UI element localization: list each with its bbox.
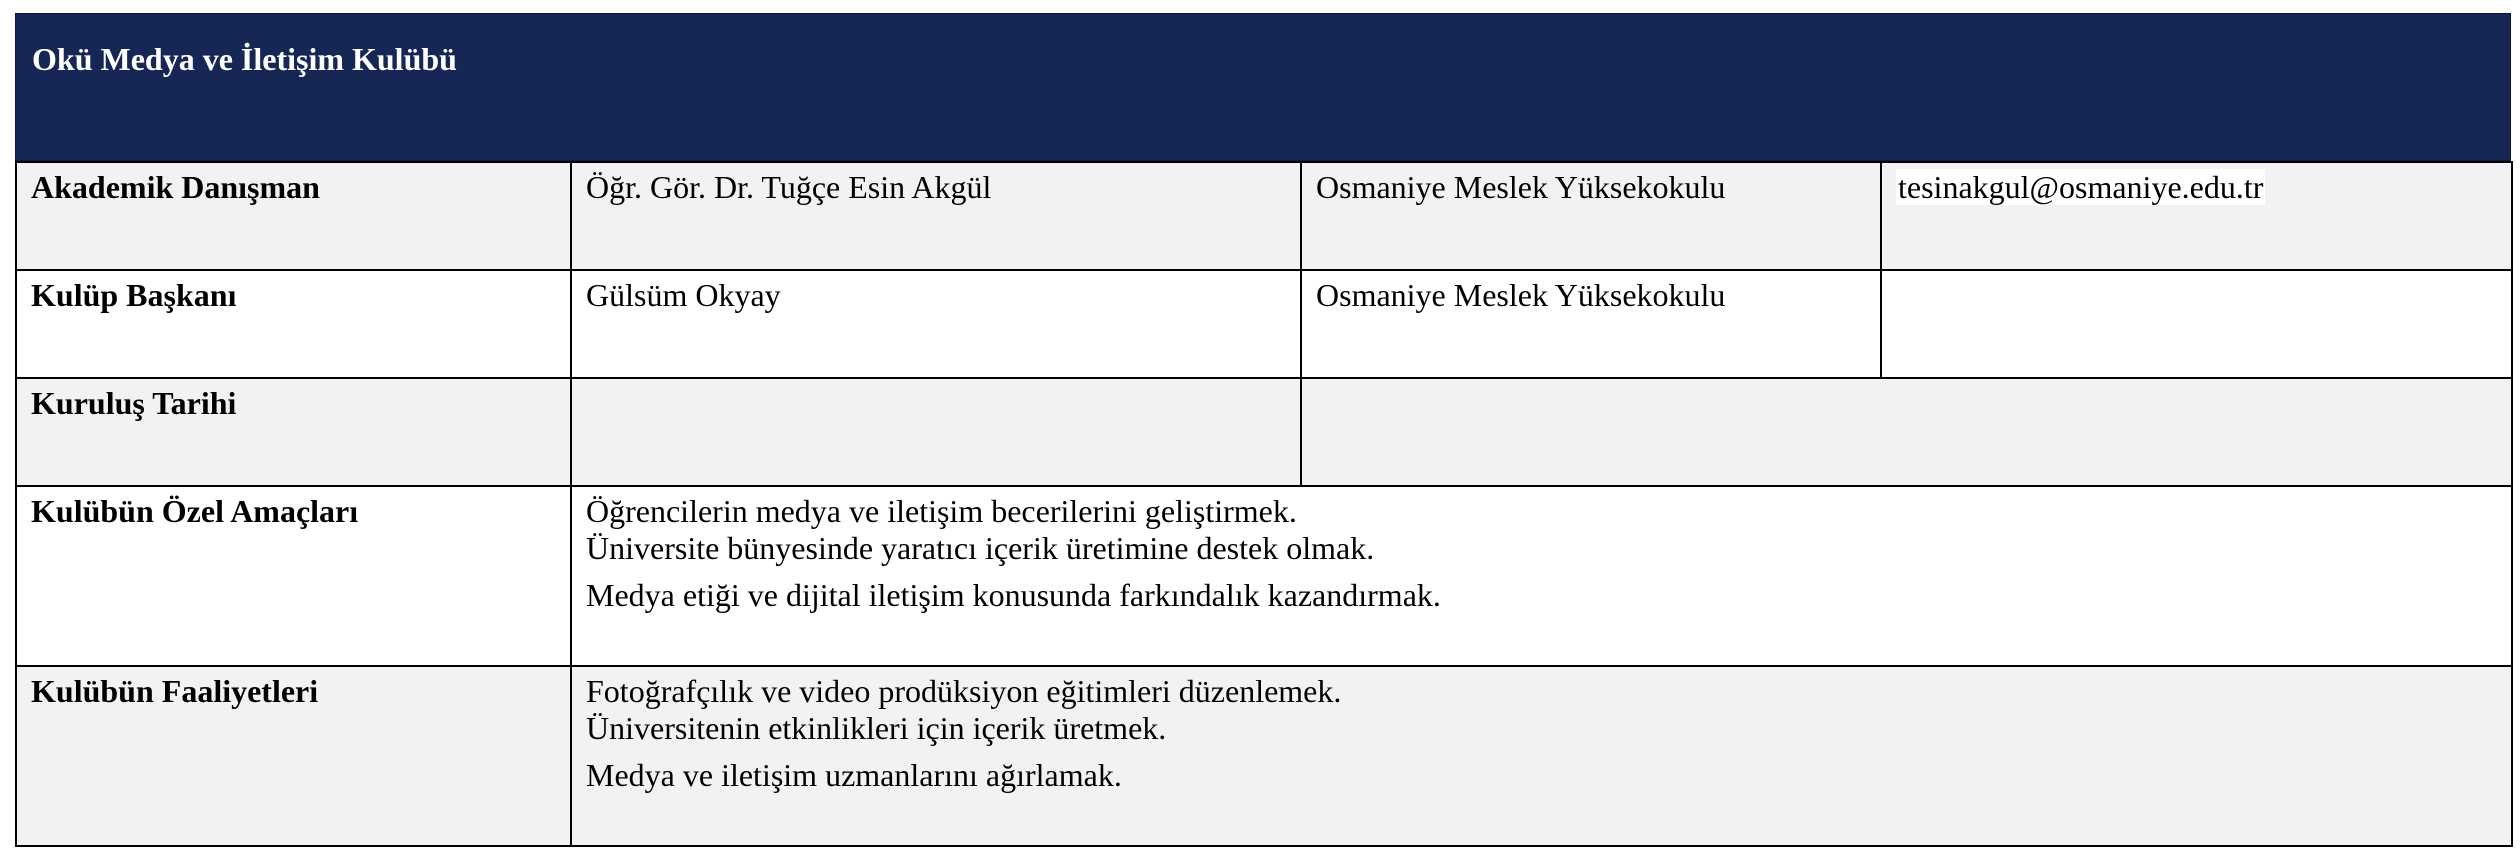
club-info-table [15,161,2513,847]
aims-label: Kulübün Özel Amaçları [16,486,571,666]
activities-item: Medya ve iletişim uzmanlarını ağırlamak. [586,757,1122,793]
advisor-row [16,162,2512,270]
president-label: Kulüp Başkanı [16,270,571,378]
president-unit: Osmaniye Meslek Yüksekokulu [1301,270,1881,378]
president-name: Gülsüm Okyay [571,270,1301,378]
activities-item: Üniversitenin etkinlikleri için içerik üretmek. [586,710,1167,746]
founding-label: Kuruluş Tarihi [16,378,571,486]
club-info-sheet [15,13,2511,847]
advisor-unit: Osmaniye Meslek Yüksekokulu [1301,162,1881,270]
advisor-email[interactable]: tesinakgul@osmaniye.edu.tr [1898,169,2264,205]
club-header [15,13,2511,161]
president-row [16,270,2512,378]
aims-item: Medya etiği ve dijital iletişim konusunda farkındalık kazandırmak. [586,577,1441,613]
founding-value [571,378,1301,486]
activities-label: Kulübün Faaliyetleri [16,666,571,846]
activities-item: Fotoğrafçılık ve video prodüksiyon eğitimleri düzenlemek. [586,673,1342,709]
activities-list [571,666,2512,846]
founding-row [16,378,2512,486]
advisor-name: Öğr. Gör. Dr. Tuğçe Esin Akgül [571,162,1301,270]
advisor-label: Akademik Danışman [16,162,571,270]
president-email [1881,270,2512,378]
aims-list [571,486,2512,666]
aims-row [16,486,2512,666]
activities-row [16,666,2512,846]
advisor-email-cell [1881,162,2512,270]
aims-item: Öğrencilerin medya ve iletişim becerilerini geliştirmek. [586,493,1297,529]
club-title: Okü Medya ve İletişim Kulübü [32,41,457,77]
aims-item: Üniversite bünyesinde yaratıcı içerik üretimine destek olmak. [586,530,1375,566]
founding-extra [1301,378,2512,486]
